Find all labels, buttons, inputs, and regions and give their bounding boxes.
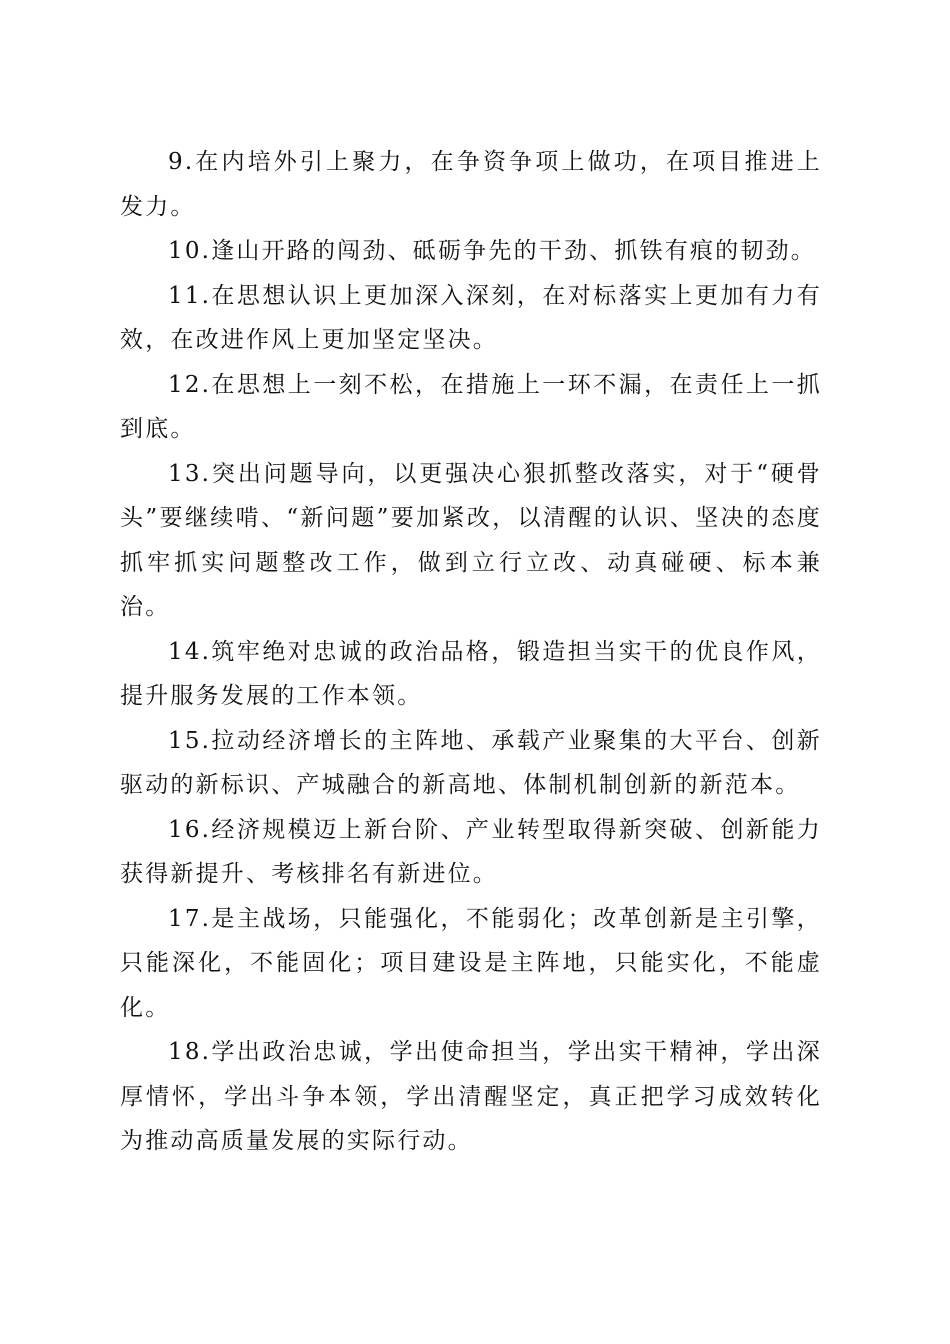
document-body [120,140,822,1164]
paragraph-18: 18.学出政治忠诚，学出使命担当，学出实干精神，学出深厚情怀，学出斗争本领，学出清醒坚定，真正把学习成效转化为推动高质量发展的实际行动。 [120,1039,822,1154]
paragraph-10: 10.逢山开路的闯劲、砥砺争先的干劲、抓铁有痕的韧劲。 [168,238,816,264]
paragraph-13: 13.突出问题导向，以更强决心狠抓整改落实，对于“硬骨头”要继续啃、“新问题”要加紧改，以清醒的认识、坚决的态度抓牢抓实问题整改工作，做到立行立改、动真碰硬、标本兼治。 [120,460,822,620]
paragraph-15: 15.拉动经济增长的主阵地、承载产业聚集的大平台、创新驱动的新标识、产城融合的新高地、体制机制创新的新范本。 [120,727,822,798]
paragraph-11: 11.在思想认识上更加深入深刻，在对标落实上更加有力有效，在改进作风上更加坚定坚决。 [120,282,822,353]
paragraph-17: 17.是主战场，只能强化，不能弱化；改革创新是主引擎，只能深化，不能固化；项目建设是主阵地，只能实化，不能虚化。 [120,905,822,1021]
paragraph-16: 16.经济规模迈上新台阶、产业转型取得新突破、创新能力获得新提升、考核排名有新进位。 [120,816,822,887]
paragraph-9: 9.在内培外引上聚力，在争资争项上做功，在项目推进上发力。 [120,149,822,220]
paragraph-12: 12.在思想上一刻不松，在措施上一环不漏，在责任上一抓到底。 [120,371,822,442]
paragraph-14: 14.筑牢绝对忠诚的政治品格，锻造担当实干的优良作风，提升服务发展的工作本领。 [120,638,822,709]
